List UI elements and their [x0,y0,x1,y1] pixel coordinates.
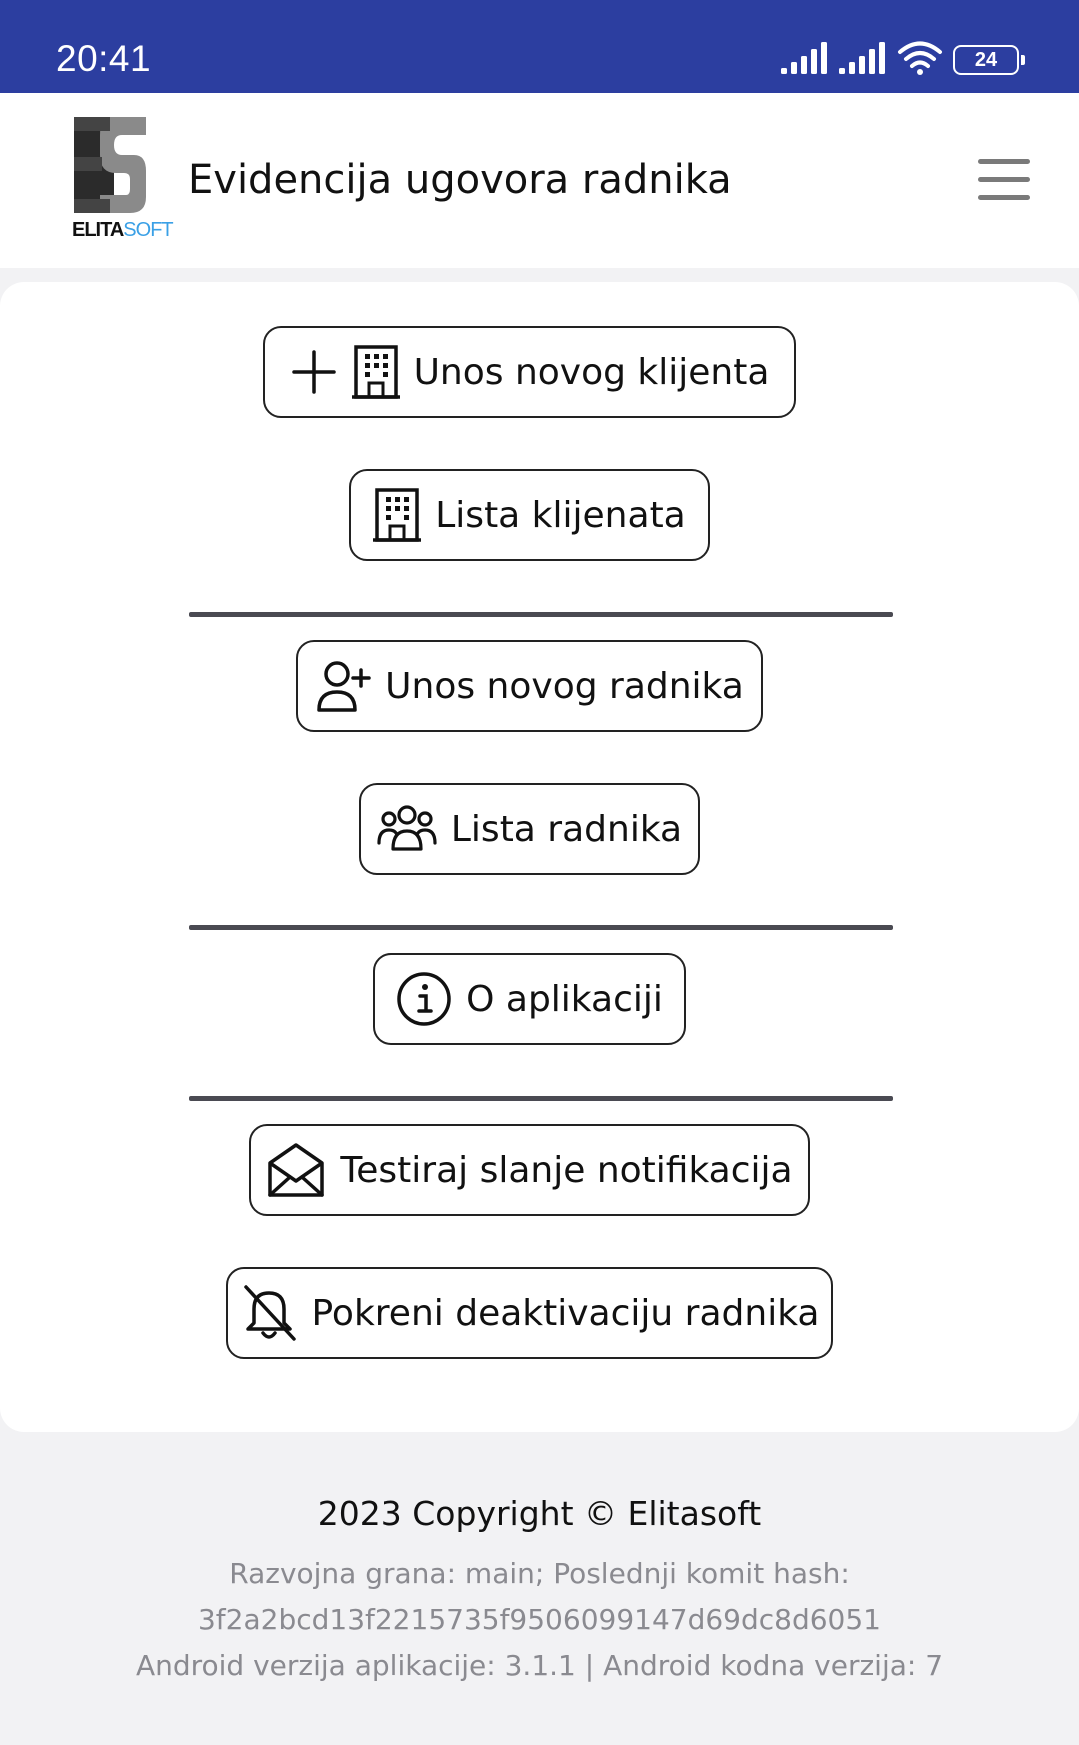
divider [189,925,893,930]
status-time: 20:41 [56,38,152,79]
bottom-strip [0,1732,1079,1745]
status-bar [0,0,1079,93]
building-icon [352,345,400,399]
elitasoft-logo [70,115,173,247]
envelope-open-icon [266,1141,326,1199]
add-user-icon [315,658,371,714]
worker-list-label: Lista radnika [450,808,683,850]
divider [189,1096,893,1101]
deactivate-workers-button[interactable] [226,1267,833,1359]
signal-icon [839,42,887,78]
page-title: Evidencija ugovora radnika [188,157,732,203]
logo-text-accent: SOFT [123,219,173,241]
about-button[interactable] [373,953,686,1045]
plus-icon [290,348,338,396]
building-icon [373,488,421,542]
deactivate-workers-label: Pokreni deaktivaciju radnika [311,1292,820,1334]
bell-off-icon [240,1283,298,1343]
test-notifications-button[interactable] [249,1124,810,1216]
about-label: O aplikaciji [466,978,663,1020]
users-group-icon [377,803,437,855]
status-icons [781,40,1019,80]
commit-hash: 3f2a2bcd13f2215735f9506099147d69dc8d6051 [197,1603,881,1636]
hamburger-menu-icon[interactable] [978,159,1030,201]
main-menu-card [0,282,1079,1432]
battery-icon [953,45,1019,75]
client-list-button[interactable] [349,469,710,561]
new-client-label: Unos novog klijenta [413,351,770,393]
app-header [0,93,1079,268]
battery-level: 24 [974,48,998,71]
test-notifications-label: Testiraj slanje notifikacija [340,1149,793,1191]
divider [189,612,893,617]
footer [0,1432,1079,1732]
branch-info: Razvojna grana: main; Poslednji komit hash: [229,1557,850,1590]
version-info: Android verzija aplikacije: 3.1.1 | Android kodna verzija: 7 [135,1649,944,1682]
logo-wordmark [72,219,173,242]
wifi-icon [897,41,943,79]
new-worker-label: Unos novog radnika [385,665,744,707]
client-list-label: Lista klijenata [435,494,686,536]
new-client-button[interactable] [263,326,796,418]
logo-text-main: ELITA [72,219,124,241]
worker-list-button[interactable] [359,783,700,875]
new-worker-button[interactable] [296,640,763,732]
copyright-text: 2023 Copyright © Elitasoft [317,1494,762,1533]
info-icon [396,971,452,1027]
signal-icon [781,42,829,78]
